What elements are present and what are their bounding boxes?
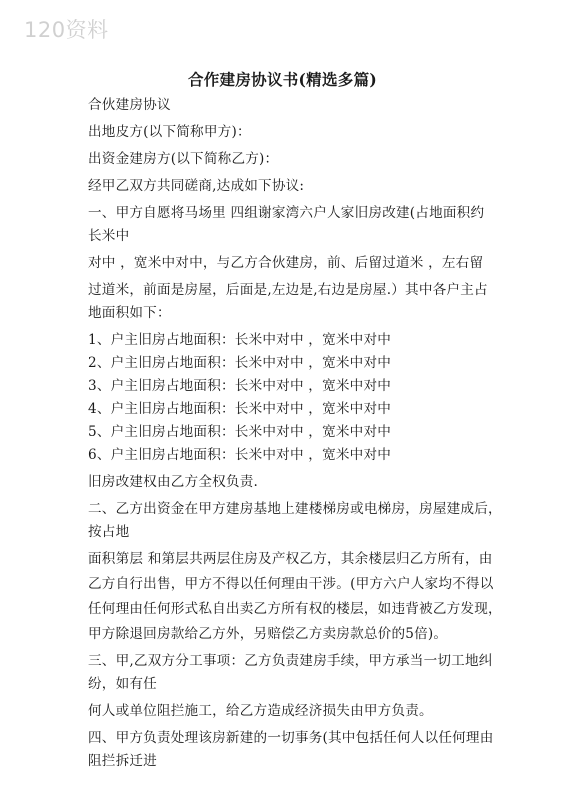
body-line: 4、户主旧房占地面积：长米中对中 ，宽米中对中	[88, 401, 392, 417]
body-line: 5、户主旧房占地面积：长米中对中 ，宽米中对中	[88, 424, 392, 440]
document-body	[88, 94, 502, 773]
body-line: 何人或单位阻拦施工，给乙方造成经济损失由甲方负责。	[88, 703, 433, 719]
body-line: 四、甲方负责处理该房新建的一切事务(其中包括任何人以任何理由	[88, 730, 494, 746]
body-line: 乙方自行出售，甲方不得以任何理由干涉。(甲方六户人家均不得以	[88, 576, 494, 592]
body-line: 面积第层 和第层共两层住房及产权乙方，其余楼层归乙方所有，由	[88, 551, 493, 567]
body-line: 阻拦拆迁进	[88, 753, 157, 769]
body-line: 地面积如下：	[88, 305, 171, 321]
body-line: 对中 ，宽米中对中，与乙方合伙建房，前、后留过道米 ，左右留	[88, 255, 484, 271]
body-line: 3、户主旧房占地面积：长米中对中 ，宽米中对中	[88, 378, 392, 394]
body-line: 1、户主旧房占地面积：长米中对中 ，宽米中对中	[88, 332, 392, 348]
body-line: 三、甲,乙双方分工事项：乙方负责建房手续，甲方承当一切工地纠	[88, 653, 493, 669]
document-title: 合作建房协议书(精选多篇)	[187, 70, 378, 89]
body-line: 甲方除退回房款给乙方外，另赔偿乙方卖房款总价的5倍)。	[88, 626, 448, 642]
body-line: 6、户主旧房占地面积：长米中对中 ，宽米中对中	[88, 447, 392, 463]
body-line: 出资金建房方(以下简称乙方)：	[88, 151, 279, 167]
body-line: 纷，如有任	[88, 676, 157, 692]
body-line: 2、户主旧房占地面积：长米中对中 ，宽米中对中	[88, 355, 392, 371]
body-line: 合伙建房协议	[88, 97, 171, 113]
body-line: 二、乙方出资金在甲方建房基地上建楼梯房或电梯房，房屋建成后，	[88, 501, 502, 517]
body-line: 旧房改建权由乙方全权负责.	[88, 474, 259, 490]
body-line: 出地皮方(以下简称甲方)：	[88, 124, 251, 140]
body-line: 经甲乙双方共同磋商,达成如下协议:	[88, 178, 305, 194]
body-line: 长米中	[88, 228, 130, 244]
watermark: 120资料	[24, 18, 109, 42]
body-line: 一、甲方自愿将马场里 四组谢家湾六户人家旧房改建(占地面积约	[88, 205, 485, 221]
body-line: 过道米，前面是房屋，后面是,左边是,右边是房屋.）其中各户主占	[88, 282, 488, 298]
body-line: 按占地	[88, 524, 130, 540]
body-line: 任何理由任何形式私自出卖乙方所有权的楼层，如违背被乙方发现，	[88, 601, 502, 617]
